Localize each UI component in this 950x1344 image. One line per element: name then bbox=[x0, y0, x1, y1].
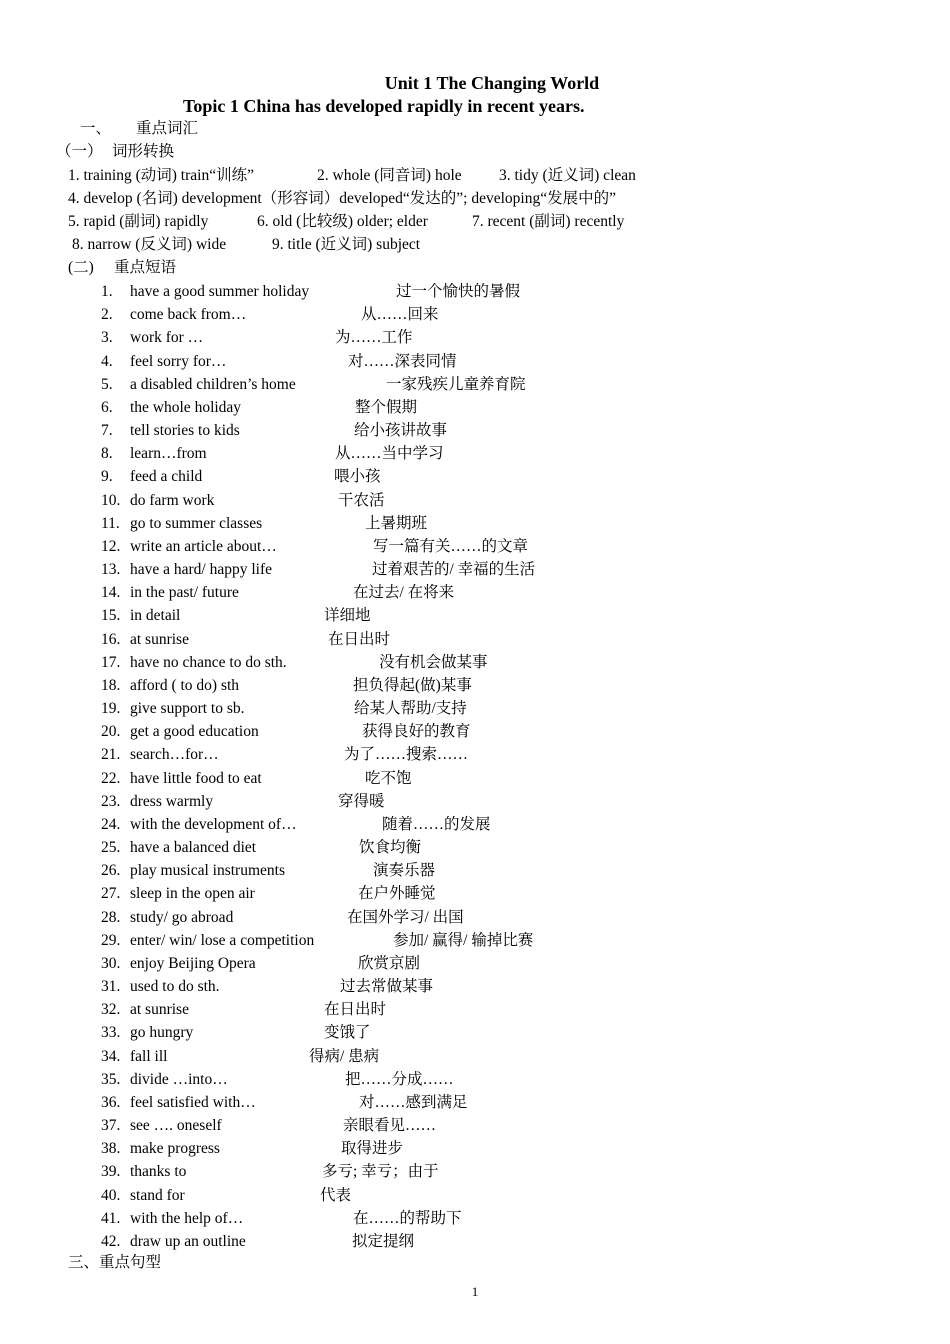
phrase-english: with the development of… bbox=[130, 815, 297, 833]
phrase-english: feel satisfied with… bbox=[130, 1093, 256, 1111]
phrase-chinese: 详细地 bbox=[324, 607, 371, 625]
phrase-chinese: 从……回来 bbox=[361, 306, 439, 324]
phrase-row bbox=[0, 560, 950, 580]
conversion-item: 3. tidy (近义词) clean bbox=[499, 167, 636, 184]
phrase-english: in detail bbox=[130, 607, 181, 625]
phrase-chinese: 在日出时 bbox=[328, 630, 391, 648]
phrase-chinese: 干农活 bbox=[338, 491, 385, 509]
phrase-english: write an article about… bbox=[130, 537, 277, 555]
phrase-row bbox=[0, 1116, 950, 1136]
phrase-english: do farm work bbox=[130, 491, 215, 509]
phrase-english: fall ill bbox=[130, 1047, 168, 1065]
subsection-1-heading: 词形转换 bbox=[112, 143, 175, 160]
phrase-row bbox=[0, 722, 950, 742]
phrase-row bbox=[0, 606, 950, 626]
phrase-row bbox=[0, 1139, 950, 1159]
phrase-chinese: 欣赏京剧 bbox=[358, 954, 421, 972]
phrase-number: 28. bbox=[101, 908, 121, 926]
phrase-chinese: 写一篇有关……的文章 bbox=[373, 537, 529, 555]
phrase-row bbox=[0, 444, 950, 464]
phrase-chinese: 得病/ 患病 bbox=[309, 1047, 380, 1065]
phrase-number: 14. bbox=[101, 584, 121, 602]
phrase-row bbox=[0, 398, 950, 418]
phrase-row bbox=[0, 1000, 950, 1020]
phrase-row bbox=[0, 815, 950, 835]
phrase-english: enjoy Beijing Opera bbox=[130, 954, 256, 972]
phrase-english: with the help of… bbox=[130, 1209, 244, 1227]
phrase-number: 27. bbox=[101, 885, 121, 903]
phrase-row bbox=[0, 884, 950, 904]
phrase-number: 2. bbox=[101, 306, 113, 324]
phrase-row bbox=[0, 1209, 950, 1229]
phrase-number: 15. bbox=[101, 607, 121, 625]
phrase-chinese: 给某人帮助/支持 bbox=[354, 700, 467, 718]
phrase-chinese: 过一个愉快的暑假 bbox=[396, 283, 521, 300]
section-3-heading: 三、重点句型 bbox=[68, 1254, 162, 1271]
phrase-number: 25. bbox=[101, 839, 121, 857]
phrase-number: 1. bbox=[101, 283, 113, 300]
phrase-number: 16. bbox=[101, 630, 121, 648]
phrase-row bbox=[0, 1162, 950, 1182]
phrase-english: thanks to bbox=[130, 1163, 187, 1181]
phrase-english: draw up an outline bbox=[130, 1232, 246, 1250]
phrase-row bbox=[0, 676, 950, 696]
phrase-english: have little food to eat bbox=[130, 769, 262, 787]
phrase-chinese: 一家残疾儿童养育院 bbox=[386, 375, 526, 393]
phrase-number: 17. bbox=[101, 653, 121, 671]
phrase-english: come back from… bbox=[130, 306, 247, 324]
phrase-number: 37. bbox=[101, 1117, 121, 1135]
phrase-english: in the past/ future bbox=[130, 584, 239, 602]
phrase-number: 23. bbox=[101, 792, 121, 810]
conversion-item: 8. narrow (反义词) wide bbox=[72, 236, 227, 253]
phrase-chinese: 为了……搜索…… bbox=[344, 746, 469, 764]
phrase-number: 7. bbox=[101, 422, 113, 440]
conversion-item: 9. title (近义词) subject bbox=[272, 236, 421, 253]
phrase-english: feed a child bbox=[130, 468, 203, 486]
phrase-chinese: 吃不饱 bbox=[365, 769, 412, 787]
phrase-number: 21. bbox=[101, 746, 121, 764]
phrase-number: 3. bbox=[101, 329, 113, 347]
phrase-number: 5. bbox=[101, 375, 113, 393]
conversion-item: 6. old (比较级) older; elder bbox=[257, 213, 428, 230]
phrase-number: 13. bbox=[101, 561, 121, 579]
phrase-row bbox=[0, 653, 950, 673]
phrase-chinese: 过着艰苦的/ 幸福的生活 bbox=[372, 561, 536, 579]
phrase-english: sleep in the open air bbox=[130, 885, 255, 903]
phrase-chinese: 过去常做某事 bbox=[340, 978, 434, 996]
phrase-chinese: 从……当中学习 bbox=[335, 445, 444, 463]
phrase-number: 39. bbox=[101, 1163, 121, 1181]
phrase-chinese: 参加/ 赢得/ 输掉比赛 bbox=[393, 931, 534, 949]
phrase-row bbox=[0, 1186, 950, 1206]
phrase-number: 19. bbox=[101, 700, 121, 718]
phrase-row bbox=[0, 1070, 950, 1090]
phrase-english: go hungry bbox=[130, 1024, 194, 1042]
section-1-number: 一、 bbox=[80, 120, 112, 137]
phrase-english: enter/ win/ lose a competition bbox=[130, 931, 315, 949]
phrase-row bbox=[0, 467, 950, 487]
phrase-chinese: 上暑期班 bbox=[365, 514, 428, 532]
phrase-chinese: 担负得起(做)某事 bbox=[353, 676, 472, 694]
phrase-english: divide …into… bbox=[130, 1070, 228, 1088]
phrase-chinese: 整个假期 bbox=[355, 398, 418, 416]
phrase-chinese: 饮食均衡 bbox=[359, 839, 422, 857]
phrase-number: 6. bbox=[101, 398, 113, 416]
phrase-row bbox=[0, 537, 950, 557]
phrase-row bbox=[0, 861, 950, 881]
phrase-number: 12. bbox=[101, 537, 121, 555]
phrase-english: a disabled children’s home bbox=[130, 375, 296, 393]
phrase-number: 26. bbox=[101, 862, 121, 880]
phrase-english: search…for… bbox=[130, 746, 219, 764]
phrase-chinese: 取得进步 bbox=[341, 1140, 404, 1158]
phrase-chinese: 对……深表同情 bbox=[348, 352, 457, 370]
phrase-english: feel sorry for… bbox=[130, 352, 227, 370]
phrase-english: go to summer classes bbox=[130, 514, 263, 532]
phrase-row bbox=[0, 1047, 950, 1067]
phrase-chinese: 在国外学习/ 出国 bbox=[347, 908, 464, 926]
phrase-english: study/ go abroad bbox=[130, 908, 234, 926]
phrase-chinese: 获得良好的教育 bbox=[362, 723, 471, 741]
phrase-number: 29. bbox=[101, 931, 121, 949]
conversion-item: 7. recent (副词) recently bbox=[472, 213, 625, 230]
phrase-row bbox=[0, 375, 950, 395]
phrase-chinese: 代表 bbox=[320, 1186, 352, 1204]
subsection-1-number: （一） bbox=[56, 143, 103, 160]
phrase-chinese: 给小孩讲故事 bbox=[354, 422, 448, 440]
phrase-english: tell stories to kids bbox=[130, 422, 240, 440]
phrase-english: used to do sth. bbox=[130, 978, 220, 996]
phrase-chinese: 亲眼看见…… bbox=[343, 1117, 437, 1135]
phrase-chinese: 在……的帮助下 bbox=[353, 1209, 462, 1227]
phrase-row bbox=[0, 421, 950, 441]
phrase-english: make progress bbox=[130, 1140, 220, 1158]
phrase-number: 9. bbox=[101, 468, 113, 486]
phrase-number: 38. bbox=[101, 1140, 121, 1158]
conversion-item: 2. whole (同音词) hole bbox=[317, 167, 462, 184]
phrase-english: give support to sb. bbox=[130, 700, 245, 718]
phrase-row bbox=[0, 491, 950, 511]
conversion-item: 1. training (动词) train“训练” bbox=[68, 167, 254, 184]
phrase-row bbox=[0, 745, 950, 765]
phrase-english: play musical instruments bbox=[130, 862, 285, 880]
phrase-chinese: 多亏; 幸亏；由于 bbox=[322, 1163, 439, 1181]
phrase-number: 42. bbox=[101, 1232, 121, 1250]
phrase-row bbox=[0, 282, 950, 302]
phrase-number: 35. bbox=[101, 1070, 121, 1088]
phrase-english: have no chance to do sth. bbox=[130, 653, 287, 671]
page-number: 1 bbox=[471, 1284, 479, 1299]
phrase-chinese: 随着……的发展 bbox=[382, 815, 491, 833]
phrase-chinese: 拟定提纲 bbox=[352, 1232, 415, 1250]
phrase-number: 33. bbox=[101, 1024, 121, 1042]
phrase-number: 18. bbox=[101, 676, 121, 694]
topic-title: Topic 1 China has developed rapidly in recent years. bbox=[183, 96, 585, 116]
phrase-chinese: 在户外睡觉 bbox=[358, 885, 436, 903]
phrase-english: have a balanced diet bbox=[130, 839, 257, 857]
phrase-english: get a good education bbox=[130, 723, 259, 741]
subsection-2-number: (二) bbox=[68, 259, 94, 276]
phrase-row bbox=[0, 954, 950, 974]
phrase-number: 24. bbox=[101, 815, 121, 833]
phrase-row bbox=[0, 792, 950, 812]
phrase-number: 34. bbox=[101, 1047, 121, 1065]
phrase-row bbox=[0, 630, 950, 650]
phrase-row bbox=[0, 1232, 950, 1252]
section-1-heading: 重点词汇 bbox=[136, 120, 199, 137]
phrase-row bbox=[0, 1093, 950, 1113]
phrase-number: 40. bbox=[101, 1186, 121, 1204]
phrase-chinese: 喂小孩 bbox=[334, 468, 381, 486]
phrase-row bbox=[0, 977, 950, 997]
phrase-english: dress warmly bbox=[130, 792, 214, 810]
phrase-number: 8. bbox=[101, 445, 113, 463]
phrase-row bbox=[0, 838, 950, 858]
phrase-row bbox=[0, 908, 950, 928]
phrase-english: learn…from bbox=[130, 445, 207, 463]
phrase-number: 30. bbox=[101, 954, 121, 972]
phrase-row bbox=[0, 931, 950, 951]
phrase-number: 10. bbox=[101, 491, 121, 509]
phrase-row bbox=[0, 305, 950, 325]
phrase-number: 41. bbox=[101, 1209, 121, 1227]
phrase-chinese: 演奏乐器 bbox=[373, 862, 436, 880]
phrase-english: stand for bbox=[130, 1186, 185, 1204]
phrase-row bbox=[0, 514, 950, 534]
conversion-item: 4. develop (名词) development（形容词）developed“发达的”; developing“发展中的” bbox=[68, 190, 616, 207]
unit-title: Unit 1 The Changing World bbox=[384, 73, 600, 93]
phrase-row bbox=[0, 769, 950, 789]
phrase-chinese: 对……感到满足 bbox=[359, 1093, 468, 1111]
conversion-item: 5. rapid (副词) rapidly bbox=[68, 213, 209, 230]
phrase-number: 20. bbox=[101, 723, 121, 741]
phrase-number: 11. bbox=[101, 514, 120, 532]
phrase-english: see …. oneself bbox=[130, 1117, 222, 1135]
phrase-chinese: 变饿了 bbox=[324, 1024, 371, 1042]
phrase-english: the whole holiday bbox=[130, 398, 242, 416]
phrase-number: 32. bbox=[101, 1001, 121, 1019]
phrase-english: at sunrise bbox=[130, 630, 189, 648]
phrase-chinese: 在过去/ 在将来 bbox=[353, 584, 455, 602]
phrase-chinese: 没有机会做某事 bbox=[379, 653, 488, 671]
phrase-english: have a good summer holiday bbox=[130, 283, 310, 300]
subsection-2-heading: 重点短语 bbox=[114, 259, 177, 276]
phrase-english: afford ( to do) sth bbox=[130, 676, 240, 694]
phrase-row bbox=[0, 1023, 950, 1043]
phrase-chinese: 穿得暖 bbox=[338, 792, 385, 810]
phrase-number: 36. bbox=[101, 1093, 121, 1111]
phrase-english: at sunrise bbox=[130, 1001, 189, 1019]
phrase-english: have a hard/ happy life bbox=[130, 561, 273, 579]
phrase-chinese: 为……工作 bbox=[335, 329, 413, 347]
phrase-chinese: 在日出时 bbox=[324, 1001, 387, 1019]
phrase-row bbox=[0, 352, 950, 372]
phrase-number: 4. bbox=[101, 352, 113, 370]
phrase-chinese: 把……分成…… bbox=[345, 1070, 454, 1088]
phrase-number: 31. bbox=[101, 978, 121, 996]
phrase-row bbox=[0, 328, 950, 348]
phrase-row bbox=[0, 583, 950, 603]
phrase-english: work for … bbox=[130, 329, 204, 347]
phrase-row bbox=[0, 699, 950, 719]
phrase-number: 22. bbox=[101, 769, 121, 787]
